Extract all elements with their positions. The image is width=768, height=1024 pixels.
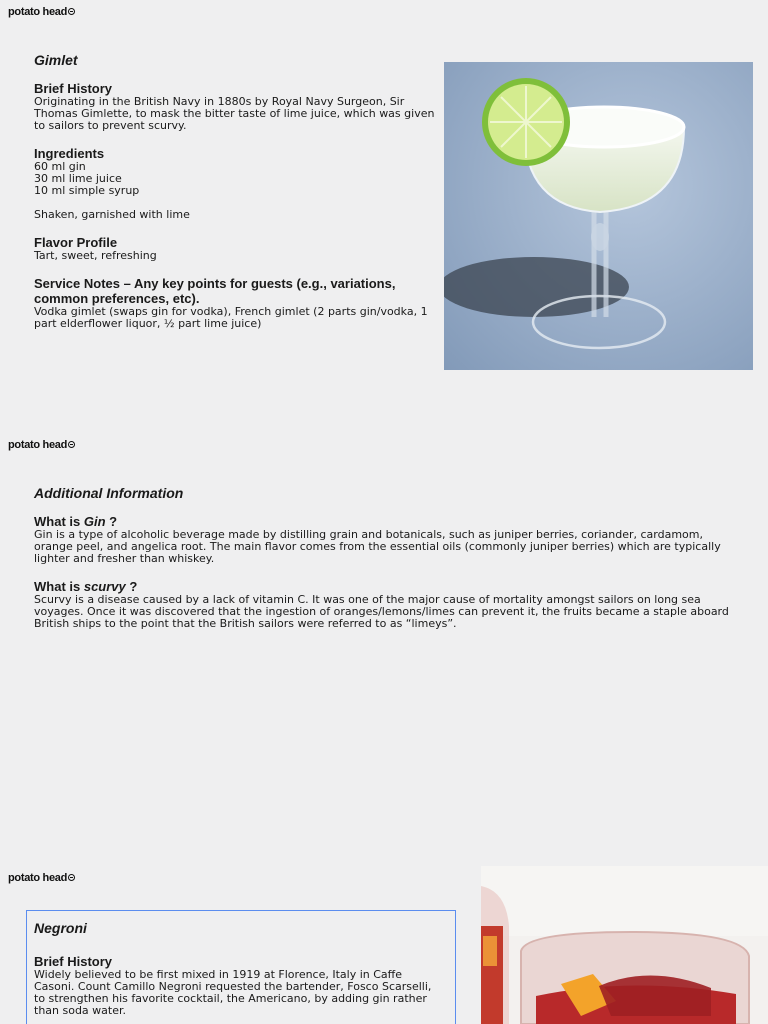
gimlet-ingredient: 60 ml gin bbox=[34, 160, 86, 173]
negroni-history-text: Widely believed to be first mixed in 1919 at Florence, Italy in Caffe Casoni. Count Camillo Negroni requested the bartender, Fosco Scarselli, to strengthen his favorite cocktail, the Americano, by adding gin rather than soda water. bbox=[34, 968, 432, 1017]
additional-title: Additional Information bbox=[34, 485, 184, 501]
negroni-content bbox=[34, 954, 444, 1017]
gimlet-service-text: Vodka gimlet (swaps gin for vodka), French gimlet (2 parts gin/vodka, 1 part elderflower liquor, ½ part lime juice) bbox=[34, 305, 428, 330]
negroni-photo bbox=[481, 866, 768, 1024]
gimlet-method: Shaken, garnished with lime bbox=[34, 208, 190, 221]
gimlet-history-heading: Brief History bbox=[34, 81, 113, 96]
gimlet-flavor-text: Tart, sweet, refreshing bbox=[34, 249, 157, 262]
scurvy-heading: What is scurvy ? bbox=[34, 579, 138, 594]
gimlet-content bbox=[34, 81, 446, 330]
gimlet-service-heading: Service Notes – Any key points for guests (e.g., variations, common preferences, etc). bbox=[34, 276, 396, 306]
logo-mark-icon bbox=[68, 874, 75, 881]
gimlet-history-text: Originating in the British Navy in 1880s by Royal Navy Surgeon, Sir Thomas Gimlette, to mask the bitter taste of lime juice, which was given to sailors to prevent scurvy. bbox=[34, 95, 435, 132]
negroni-history-heading: Brief History bbox=[34, 954, 113, 969]
scurvy-text: Scurvy is a disease caused by a lack of vitamin C. It was one of the major cause of mortality amongst sailors on long sea voyages. Once it was discovered that the ingestion of oranges/lemons/limes can prevent it, the fruits became a staple aboard British ships to the point that the British sailors were referred to as “limeys”. bbox=[34, 593, 729, 630]
brand-logo: potato head bbox=[8, 6, 75, 18]
gin-text: Gin is a type of alcoholic beverage made by distilling grain and botanicals, such as juniper berries, coriander, cardamom, orange peel, and angelica root. The main flavor comes from the essential oils (commonly juniper berries) which are typically lighter and fresher than whiskey. bbox=[34, 528, 721, 565]
brand-logo: potato head bbox=[8, 439, 75, 451]
logo-mark-icon bbox=[68, 8, 75, 15]
brand-logo: potato head bbox=[8, 872, 75, 884]
gimlet-title: Gimlet bbox=[34, 52, 78, 68]
gimlet-flavor-heading: Flavor Profile bbox=[34, 235, 118, 250]
logo-mark-icon bbox=[68, 441, 75, 448]
gimlet-ingredients-heading: Ingredients bbox=[34, 146, 105, 161]
gin-heading: What is Gin ? bbox=[34, 514, 118, 529]
gimlet-ingredient: 10 ml simple syrup bbox=[34, 184, 140, 197]
gimlet-ingredient: 30 ml lime juice bbox=[34, 172, 122, 185]
negroni-title: Negroni bbox=[34, 920, 87, 936]
gimlet-photo bbox=[444, 62, 753, 370]
additional-content bbox=[34, 514, 734, 630]
